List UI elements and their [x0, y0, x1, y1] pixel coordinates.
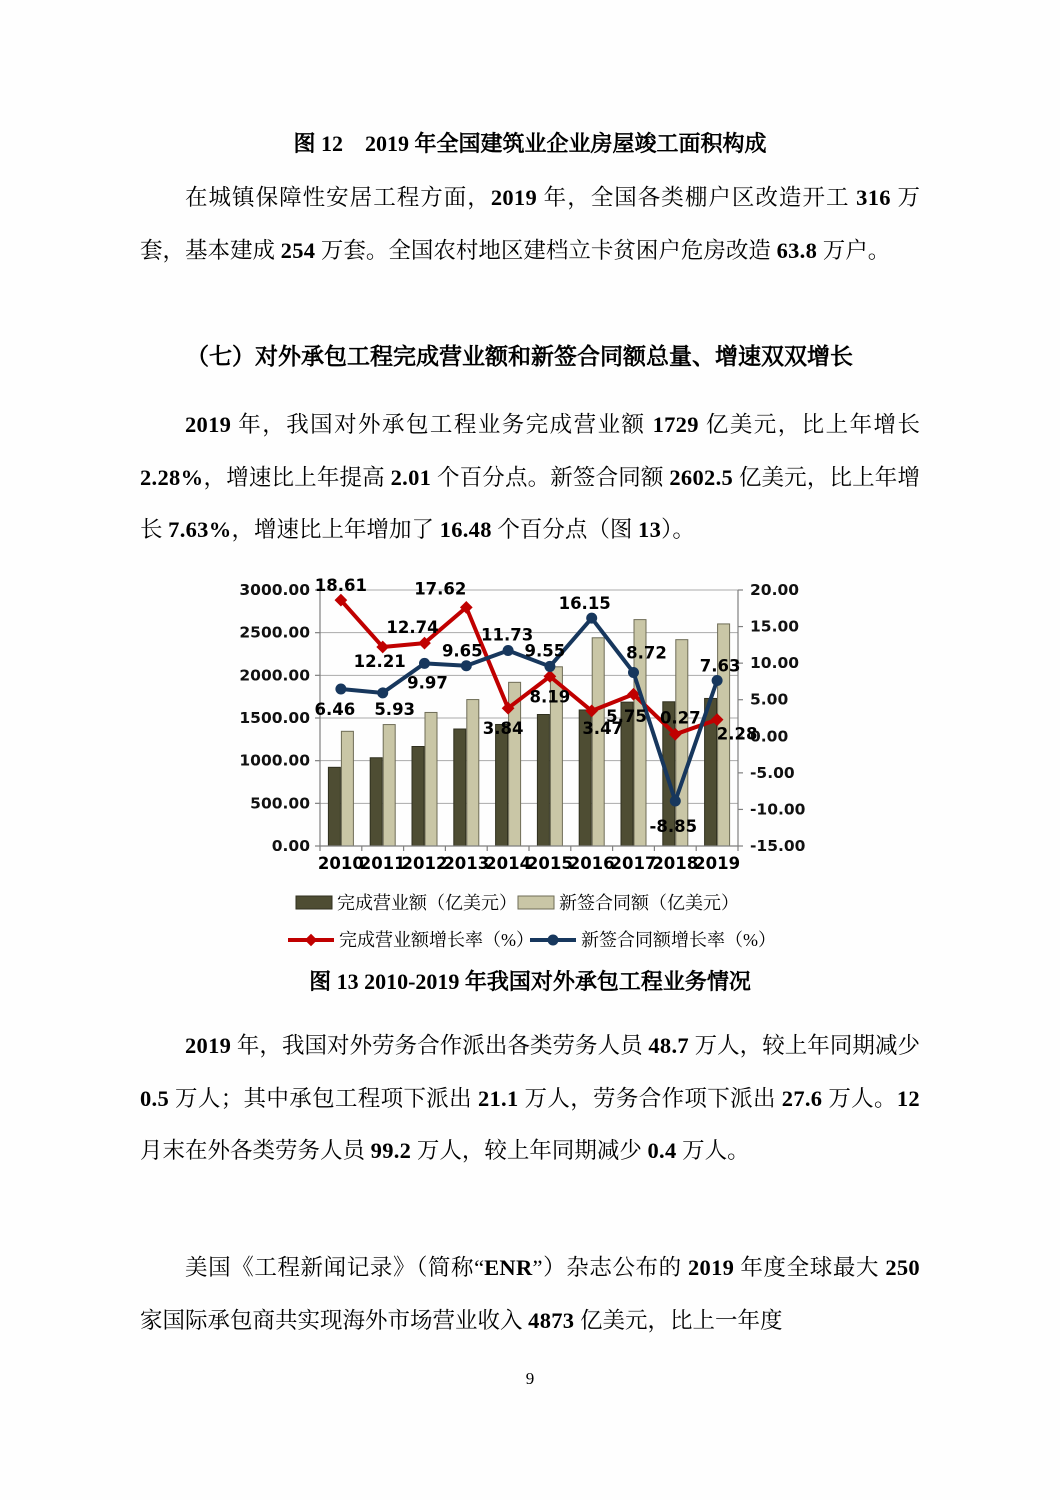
paragraph-enr: 美国《工程新闻记录》（简称“ENR”）杂志公布的 2019 年度全球最大 250 家国际承包商共实现海外市场营业收入 4873 亿美元，比上一年度: [140, 1255, 920, 1333]
svg-text:2019: 2019: [694, 854, 741, 873]
page-number: 9: [525, 1369, 535, 1388]
svg-text:7.63: 7.63: [699, 656, 741, 676]
figure13-chart-svg: [222, 573, 867, 965]
paragraph-housing: 在城镇保障性安居工程方面，2019 年，全国各类棚户区改造开工 316 万套，基本建成 254 万套。全国农村地区建档立卡贫困户危房改造 63.8 万户。: [140, 185, 920, 263]
chart-legend: [288, 893, 776, 950]
svg-text:12.74: 12.74: [386, 618, 439, 638]
svg-text:5.93: 5.93: [374, 699, 416, 719]
svg-text:完成营业额（亿美元）: 完成营业额（亿美元）: [337, 893, 517, 913]
svg-text:0.00: 0.00: [750, 727, 789, 746]
svg-text:9.55: 9.55: [524, 641, 566, 661]
svg-text:11.73: 11.73: [480, 625, 534, 645]
figure13-caption: 图 13 2010-2019 年我国对外承包工程业务情况: [309, 969, 751, 994]
svg-text:15.00: 15.00: [750, 617, 800, 636]
svg-text:0.27: 0.27: [659, 708, 701, 728]
svg-text:2012: 2012: [401, 854, 448, 873]
svg-text:0.00: 0.00: [271, 837, 310, 855]
svg-text:3.84: 3.84: [482, 719, 524, 739]
svg-text:1500.00: 1500.00: [239, 709, 310, 727]
svg-text:2.28: 2.28: [716, 724, 758, 744]
svg-text:18.61: 18.61: [314, 576, 368, 596]
svg-text:-10.00: -10.00: [750, 800, 806, 819]
section7-heading: （七）对外承包工程完成营业额和新签合同额总量、增速双双增长: [186, 344, 853, 369]
svg-text:2015: 2015: [526, 854, 573, 873]
svg-text:9.65: 9.65: [441, 641, 483, 661]
paragraph-labor: 2019 年，我国对外劳务合作派出各类劳务人员 48.7 万人，较上年同期减少 0.5 万人；其中承包工程项下派出 21.1 万人，劳务合作项下派出 27.6 万人。12 月末在外各类劳务人员 99.2 万人，较上年同期减少 0.4 万人。: [140, 1033, 920, 1163]
svg-text:3.47: 3.47: [582, 718, 624, 738]
svg-text:20.00: 20.00: [750, 581, 800, 599]
svg-text:2013: 2013: [443, 854, 490, 873]
svg-text:8.19: 8.19: [529, 687, 571, 707]
svg-text:12.21: 12.21: [353, 651, 406, 671]
figure13-chart: [222, 573, 867, 965]
svg-text:10.00: 10.00: [750, 654, 800, 673]
svg-text:8.72: 8.72: [626, 643, 667, 663]
svg-text:17.62: 17.62: [414, 579, 467, 599]
svg-text:2017: 2017: [610, 854, 657, 873]
svg-text:2010: 2010: [317, 854, 364, 873]
svg-text:完成营业额增长率（%）: 完成营业额增长率（%）: [339, 930, 534, 950]
svg-text:2018: 2018: [652, 854, 699, 873]
svg-text:16.15: 16.15: [558, 594, 611, 614]
svg-text:5.00: 5.00: [750, 690, 789, 709]
svg-text:9.97: 9.97: [407, 673, 448, 693]
svg-text:新签合同额（亿美元）: 新签合同额（亿美元）: [559, 893, 739, 913]
figure12-caption: 图 12 2019 年全国建筑业企业房屋竣工面积构成: [293, 131, 767, 156]
paragraph-contracting: 2019 年，我国对外承包工程业务完成营业额 1729 亿美元，比上年增长 2.28%，增速比上年提高 2.01 个百分点。新签合同额 2602.5 亿美元，比上年增长 7.63%，增速比上年增加了 16.48 个百分点（图 13）。: [140, 412, 920, 542]
svg-text:6.46: 6.46: [314, 700, 356, 720]
svg-text:5.75: 5.75: [606, 707, 647, 727]
svg-text:2014: 2014: [485, 854, 532, 873]
svg-text:1000.00: 1000.00: [239, 751, 310, 770]
svg-text:2500.00: 2500.00: [239, 623, 310, 642]
svg-text:-15.00: -15.00: [750, 837, 806, 855]
svg-text:-8.85: -8.85: [649, 817, 698, 837]
svg-text:新签合同额增长率（%）: 新签合同额增长率（%）: [581, 930, 776, 950]
svg-text:500.00: 500.00: [250, 794, 310, 813]
svg-text:2000.00: 2000.00: [239, 666, 310, 685]
svg-text:-5.00: -5.00: [750, 763, 795, 782]
svg-text:2016: 2016: [568, 854, 615, 873]
svg-text:2011: 2011: [359, 854, 406, 873]
svg-text:3000.00: 3000.00: [239, 581, 310, 599]
